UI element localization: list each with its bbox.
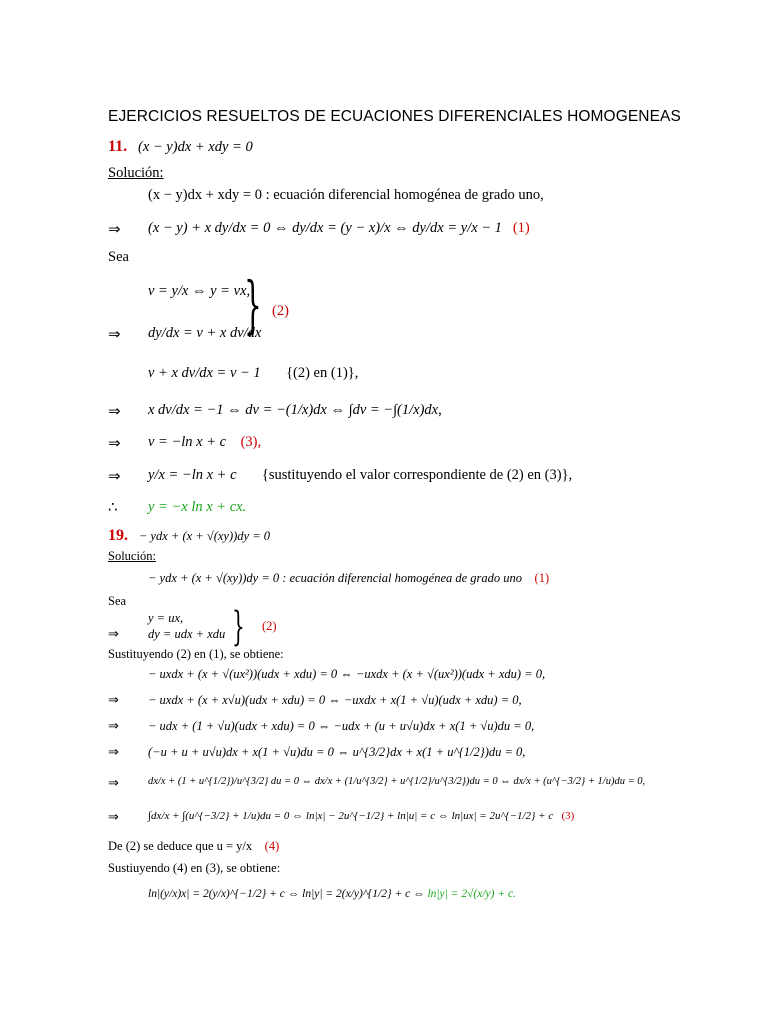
equation-ref: (2)	[262, 619, 277, 633]
page-title: EJERCICIOS RESUELTOS DE ECUACIONES DIFERENCIALES HOMOGENEAS	[108, 108, 681, 125]
equation-line: y/x = −ln x + c {sustituyendo el valor correspondiente de (2) en (3)},	[148, 467, 573, 483]
equation-line: x dv/dx = −1 ⇔ dv = −(1/x)dx ⇔ ∫dv = −∫(1/x)dx,	[148, 402, 442, 418]
final-answer: ln|y| = 2√(x/y) + c.	[427, 888, 516, 900]
equation-line: v + x dv/dx = v − 1 {(2) en (1)},	[148, 365, 359, 381]
implies-icon: ⇒	[108, 693, 119, 708]
text-line: Sustituyendo (2) en (1), se obtiene:	[108, 647, 284, 661]
exercise-11-header: 11. (x − y)dx + xdy = 0	[108, 138, 253, 155]
implies-icon: ⇒	[108, 745, 119, 760]
right-brace-icon: }	[244, 268, 262, 341]
exercise-statement: − ydx + (x + √(xy))dy = 0	[138, 529, 271, 543]
right-brace-icon: }	[232, 604, 245, 650]
substitution-line: v = y/x ⇔ y = vx,	[148, 283, 251, 299]
exercise-statement: (x − y)dx + xdy = 0	[138, 139, 253, 155]
equation-line: (x − y) + x dy/dx = 0 ⇔ dy/dx = (y − x)/x ⇔ dy/dx = y/x − 1 (1)	[148, 220, 530, 236]
text-line: Sustiuyendo (4) en (3), se obtiene:	[108, 861, 281, 875]
sea-label: Sea	[108, 594, 127, 608]
sea-label: Sea	[108, 249, 129, 265]
equation-line: − uxdx + (x + x√u)(udx + xdu) = 0 ⇔ −uxdx + x(1 + √u)(udx + xdu) = 0,	[148, 693, 522, 707]
final-answer: y = −x ln x + cx.	[148, 499, 247, 515]
implies-icon: ⇒	[108, 434, 121, 452]
implies-icon: ⇒	[108, 325, 121, 343]
therefore-icon: ∴	[108, 498, 118, 516]
derivative-line: dy/dx = v + x dv/dx	[148, 325, 262, 341]
equation-line: ∫dx/x + ∫(u^{−3/2} + 1/u)du = 0 ⇔ ln|x| − 2u^{−1/2} + ln|u| = c ⇔ ln|ux| = 2u^{−1/2} + c (3)	[148, 810, 575, 822]
exercise-number: 11	[108, 138, 124, 155]
equation-line: − uxdx + (x + √(ux²))(udx + xdu) = 0 ⇔ −uxdx + (x + √(ux²))(udx + xdu) = 0,	[148, 667, 546, 681]
equation-line: v = −ln x + c (3),	[148, 434, 262, 450]
equation-line: − udx + (1 + √u)(udx + xdu) = 0 ⇔ −udx + (u + u√u)dx + x(1 + √u)du = 0,	[148, 719, 535, 733]
implies-icon: ⇒	[108, 627, 119, 642]
substitution-line: y = ux,	[148, 611, 184, 625]
text-line: De (2) se deduce que u = y/x (4)	[108, 839, 280, 853]
solution-line: − ydx + (x + √(xy))dy = 0 : ecuación diferencial homogénea de grado uno (1)	[148, 571, 550, 585]
derivative-line: dy = udx + xdu	[148, 627, 226, 641]
implies-icon: ⇒	[108, 719, 119, 734]
implies-icon: ⇒	[108, 810, 119, 825]
solution-label: Solución:	[108, 549, 156, 563]
exercise-19-header: 19. − ydx + (x + √(xy))dy = 0	[108, 527, 271, 544]
equation-line: dx/x + (1 + u^{1/2})/u^{3/2} du = 0 ⇔ dx/x + (1/u^{3/2} + u^{1/2}/u^{3/2})du = 0 ⇔ dx/x + (u^{−3/2} + 1/u)du = 0,	[148, 776, 646, 787]
exercise-number: 19	[108, 527, 124, 544]
equation-line: (−u + u + u√u)dx + x(1 + √u)du = 0 ⇔ u^{3/2}dx + x(1 + u^{1/2})du = 0,	[148, 745, 526, 759]
equation-ref: (2)	[272, 303, 289, 319]
solution-label: Solución:	[108, 165, 164, 181]
implies-icon: ⇒	[108, 402, 121, 420]
solution-line: (x − y)dx + xdy = 0 : ecuación diferencial homogénea de grado uno,	[148, 187, 544, 203]
implies-icon: ⇒	[108, 776, 119, 791]
implies-icon: ⇒	[108, 467, 121, 485]
implies-icon: ⇒	[108, 220, 121, 238]
equation-line: ln|(y/x)x| = 2(y/x)^{−1/2} + c ⇔ ln|y| = 2(x/y)^{1/2} + c ⇔ ln|y| = 2√(x/y) + c.	[148, 888, 516, 900]
